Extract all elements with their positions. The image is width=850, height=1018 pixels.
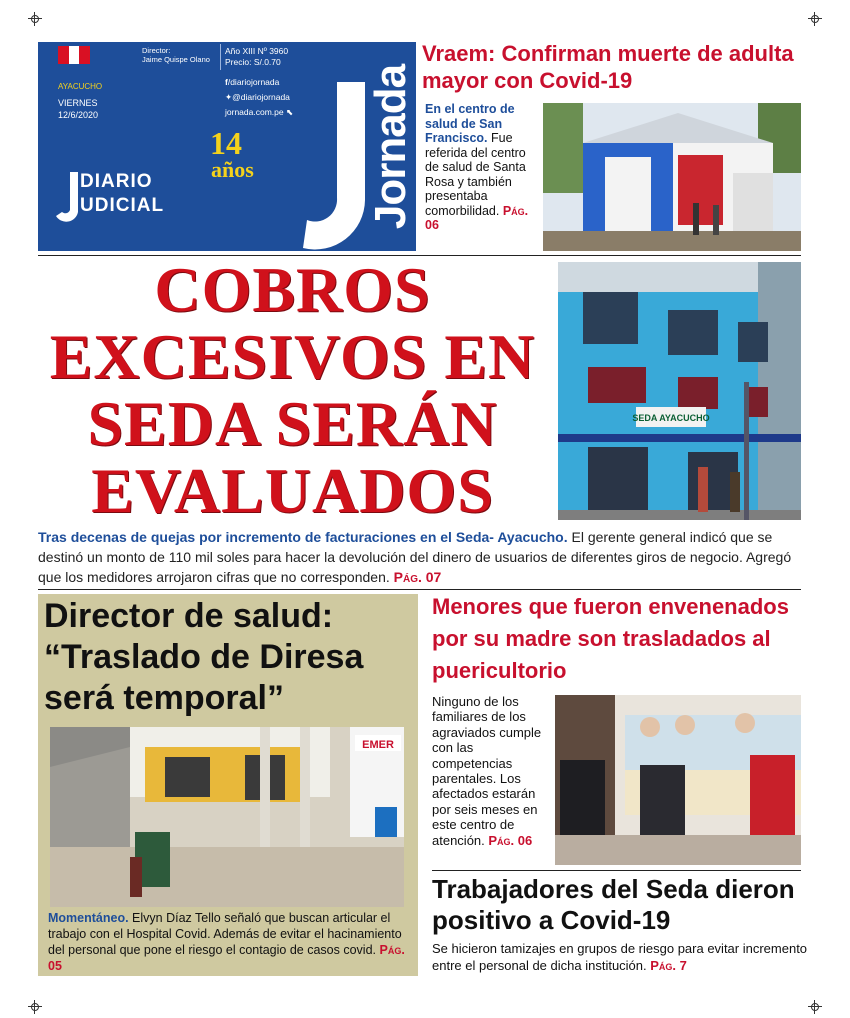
anniversary-word: años	[211, 157, 254, 182]
director-label: Director:	[142, 46, 171, 55]
brand-name: Jornada	[366, 64, 416, 229]
main-headline[interactable]: COBROS EXCESIVOS EN SEDA SERÁN EVALUADOS	[49, 254, 536, 526]
main-lead-text: El gerente general indicó que se destinó un monto de 110 mil soles para hacer la devolución del dinero de usuarios de diferentes giros de negocio. Agregó que los medidores arrojaron cifras que no corresponden.	[38, 529, 792, 585]
trabajadores-page[interactable]: Pág. 7	[650, 958, 687, 973]
main-page[interactable]: Pág. 07	[393, 569, 442, 585]
trabajadores-text: Se hicieron tamizajes en grupos de riesgo para evitar incremento entre el personal de dicha institución.	[432, 941, 808, 973]
facebook-link[interactable]: f/diariojornada	[225, 77, 280, 87]
menores-photo	[555, 695, 801, 865]
director-caption	[48, 910, 412, 974]
vraem-headline[interactable]: Vraem: Confirman muerte de adulta mayor con Covid-19	[422, 41, 794, 93]
trabajadores-summary	[432, 940, 812, 974]
director-headline[interactable]: Director de salud: “Traslado de Diresa será temporal”	[44, 597, 364, 717]
vraem-page[interactable]: Pág. 06	[425, 203, 529, 232]
vraem-lead: En el centro de salud de San Francisco.	[425, 102, 515, 145]
director-photo-sign: EMER	[362, 739, 394, 751]
judicial-logo	[80, 170, 164, 218]
vraem-text: Fue referida del centro de salud de Santa Rosa y también presentaba comorbilidad.	[425, 131, 526, 218]
menores-headline[interactable]: Menores que fueron envenenados por su madre son trasladados al puericultorio	[432, 594, 789, 683]
main-photo	[558, 262, 801, 520]
director-caption-bold: Momentáneo.	[48, 911, 129, 925]
director-name: Jaime Quispe Olano	[142, 55, 210, 64]
anniversary-number: 14	[210, 125, 242, 161]
director-photo	[50, 727, 404, 907]
weekday: VIERNES	[58, 98, 98, 108]
registration-mark	[808, 1000, 822, 1014]
date: 12/6/2020	[58, 110, 99, 120]
registration-mark	[808, 12, 822, 26]
city: AYACUCHO	[58, 82, 103, 91]
divider	[220, 44, 221, 70]
menores-page[interactable]: Pág. 06	[488, 832, 533, 848]
director-block	[142, 46, 210, 64]
peru-flag-icon	[58, 46, 90, 64]
vraem-photo	[543, 103, 801, 251]
judicial-line1: DIARIO	[80, 171, 153, 192]
registration-mark	[28, 1000, 42, 1014]
judicial-j-icon	[56, 172, 78, 224]
menores-summary	[432, 694, 552, 848]
divider	[432, 870, 801, 871]
website-link[interactable]: jornada.com.pe ⬉	[225, 107, 294, 117]
judicial-line2: UDICIAL	[80, 195, 165, 216]
facebook-icon: f	[225, 77, 228, 87]
vraem-summary	[425, 102, 543, 233]
cursor-icon: ⬉	[285, 107, 294, 117]
jornada-j-logo-icon	[303, 82, 365, 251]
director-page[interactable]: Pág. 05	[48, 943, 405, 973]
issue-block	[225, 46, 288, 68]
twitter-icon: ✦	[225, 92, 233, 102]
main-lead-bold: Tras decenas de quejas por incremento de facturaciones en el Seda- Ayacucho.	[38, 529, 568, 545]
divider	[38, 589, 801, 590]
twitter-link[interactable]: ✦@diariojornada	[225, 92, 290, 102]
issue-number: Año XIII Nº 3960	[225, 46, 289, 56]
main-photo-sign: SEDA AYACUCHO	[632, 413, 710, 423]
price: Precio: S/.0.70	[225, 57, 281, 67]
menores-text: Ninguno de los familiares de los agraviados cumple con las competencias parentales. Los afectados estarán por seis meses en este centro de atención.	[432, 694, 542, 848]
director-caption-text: Elvyn Díaz Tello señaló que buscan articular el trabajo con el Hospital Covid. Además de evitar el hacinamiento del personal que pone el riesgo el contagio de casos covid.	[48, 911, 402, 957]
masthead	[38, 42, 416, 251]
social-block	[225, 75, 293, 120]
main-lead	[38, 527, 810, 587]
registration-mark	[28, 12, 42, 26]
date-block	[58, 97, 98, 121]
trabajadores-headline[interactable]: Trabajadores del Seda dieron positivo a Covid-19	[432, 874, 795, 935]
